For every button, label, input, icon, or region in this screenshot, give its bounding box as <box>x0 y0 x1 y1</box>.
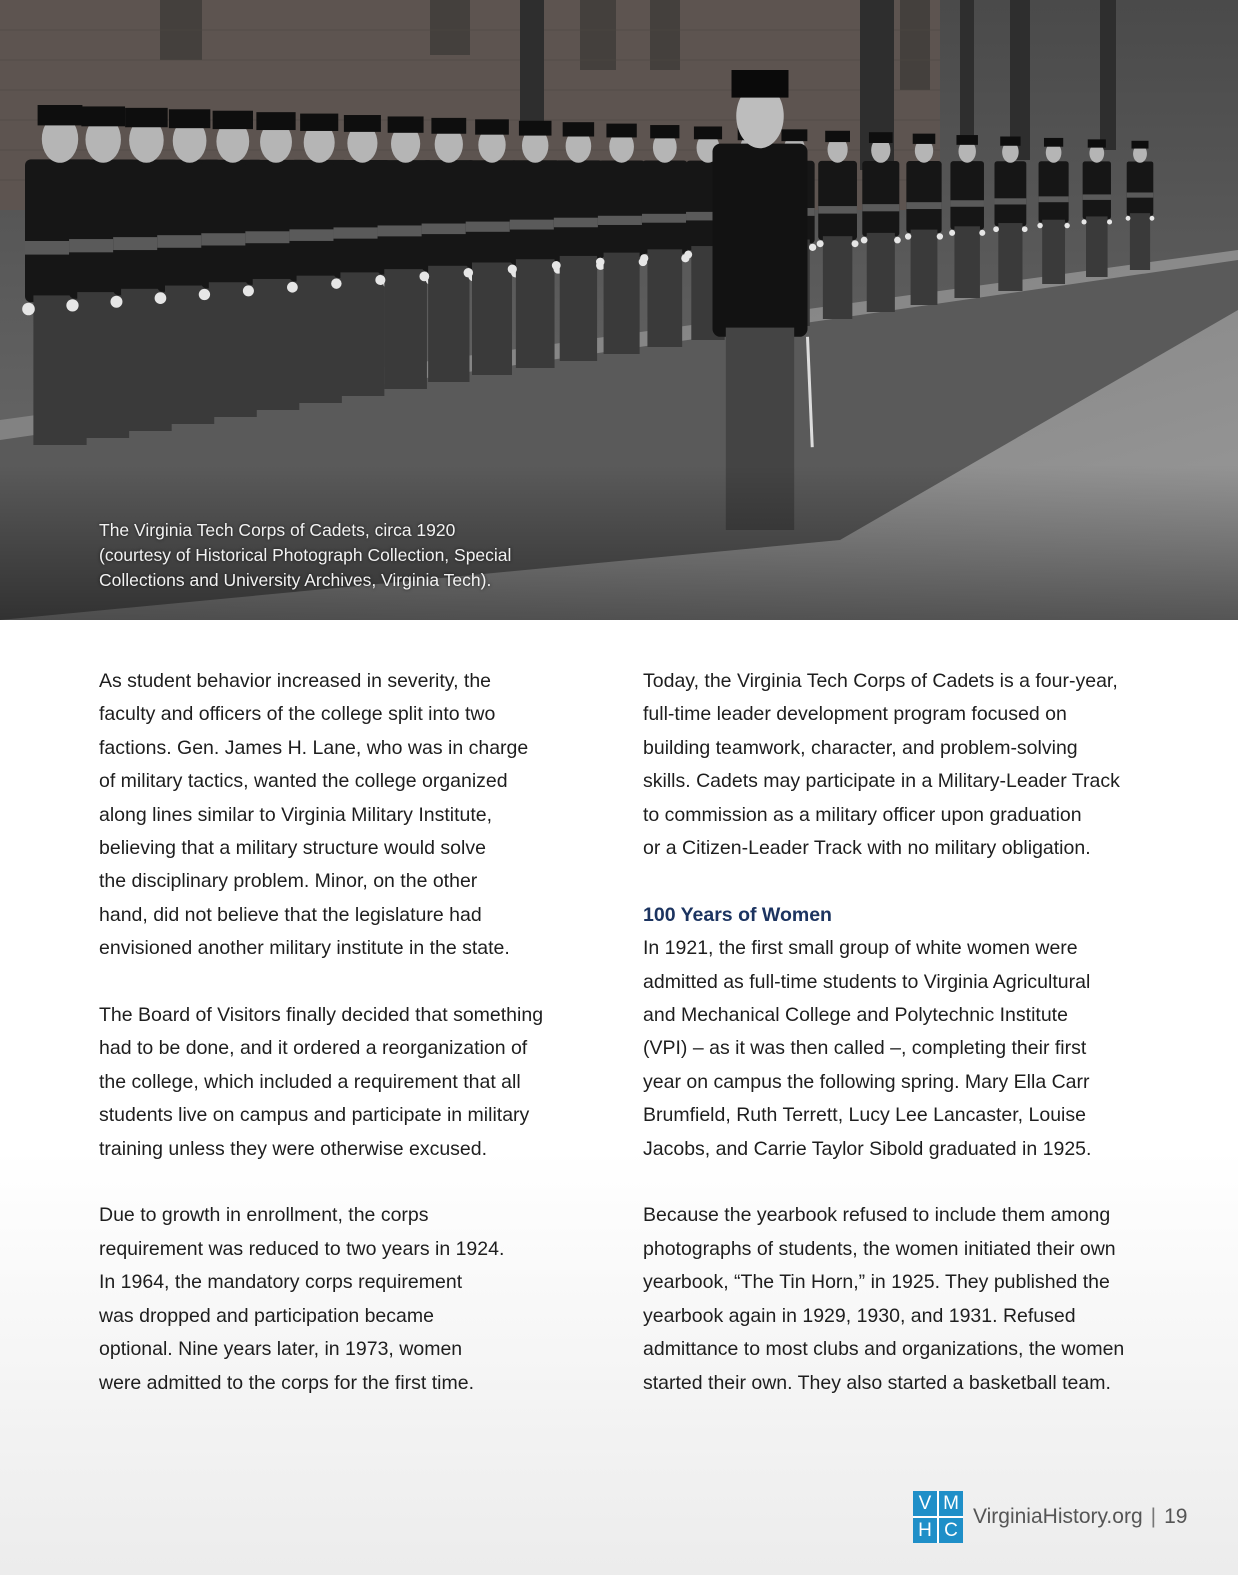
site-url-link[interactable]: VirginiaHistory.org <box>973 1505 1143 1528</box>
left-column <box>99 665 569 1433</box>
footer-site-line <box>973 1499 1187 1535</box>
photo-caption: The Virginia Tech Corps of Cadets, circa 1920 (courtesy of Historical Photograph Collection, Special Collections and University Archives, Virginia Tech). <box>99 520 512 590</box>
paragraph-enrollment-growth: Due to growth in enrollment, the corps requirement was reduced to two years in 1924. In 1964, the mandatory corps requirement was dropped and participation became optional. Nine years later, in 1973, women were admitted to the corps for the first time. <box>99 1204 505 1394</box>
paragraph-board-of-visitors: The Board of Visitors finally decided that something had to be done, and it ordered a reorganization of the college, which included a requirement that all students live on campus and participate in military training unless they were otherwise excused. <box>99 1004 544 1160</box>
vmhc-logo <box>913 1491 963 1543</box>
logo-letter-v: V <box>913 1491 937 1516</box>
logo-letter-h: H <box>913 1518 937 1543</box>
paragraph-corps-today: Today, the Virginia Tech Corps of Cadets is a four-year, full-time leader development program focused on building teamwork, character, and problem-solving skills. Cadets may participate in a Military-Leader Track to commission as a military officer upon graduation or a Citizen-Leader Track with no military obligation. <box>643 670 1120 860</box>
right-column <box>643 665 1143 1433</box>
footer-separator: | <box>1150 1505 1157 1528</box>
page-number: 19 <box>1164 1505 1188 1528</box>
paragraph-women-1921: In 1921, the first small group of white women were admitted as full-time students to Virginia Agricultural and Mechanical College and Polytechnic Institute (VPI) – as it was then called –, completing their first year on campus the following spring. Mary Ella Carr Brumfield, Ruth Terrett, Lucy Lee Lancaster, Louise Jacobs, and Carrie Taylor Sibold graduated in 1925. <box>643 937 1092 1160</box>
paragraph-behavior-factions: As student behavior increased in severity, the faculty and officers of the college split into two factions. Gen. James H. Lane, who was in charge of military tactics, wanted the college organized along lines similar to Virginia Military Institute, believing that a military structure would solve the disciplinary problem. Minor, on the other hand, did not believe that the legislature had envisioned another military institute in the state. <box>99 670 529 960</box>
section-heading-women: 100 Years of Women <box>643 903 832 926</box>
paragraph-tin-horn: Because the yearbook refused to include them among photographs of students, the women initiated their own yearbook, “The Tin Horn,” in 1925. They published the yearbook again in 1929, 1930, and 1931. Refused admittance to most clubs and organizations, the women started their own. They also started a basketball team. <box>643 1204 1125 1394</box>
logo-letter-c: C <box>939 1518 963 1543</box>
logo-letter-m: M <box>939 1491 963 1516</box>
